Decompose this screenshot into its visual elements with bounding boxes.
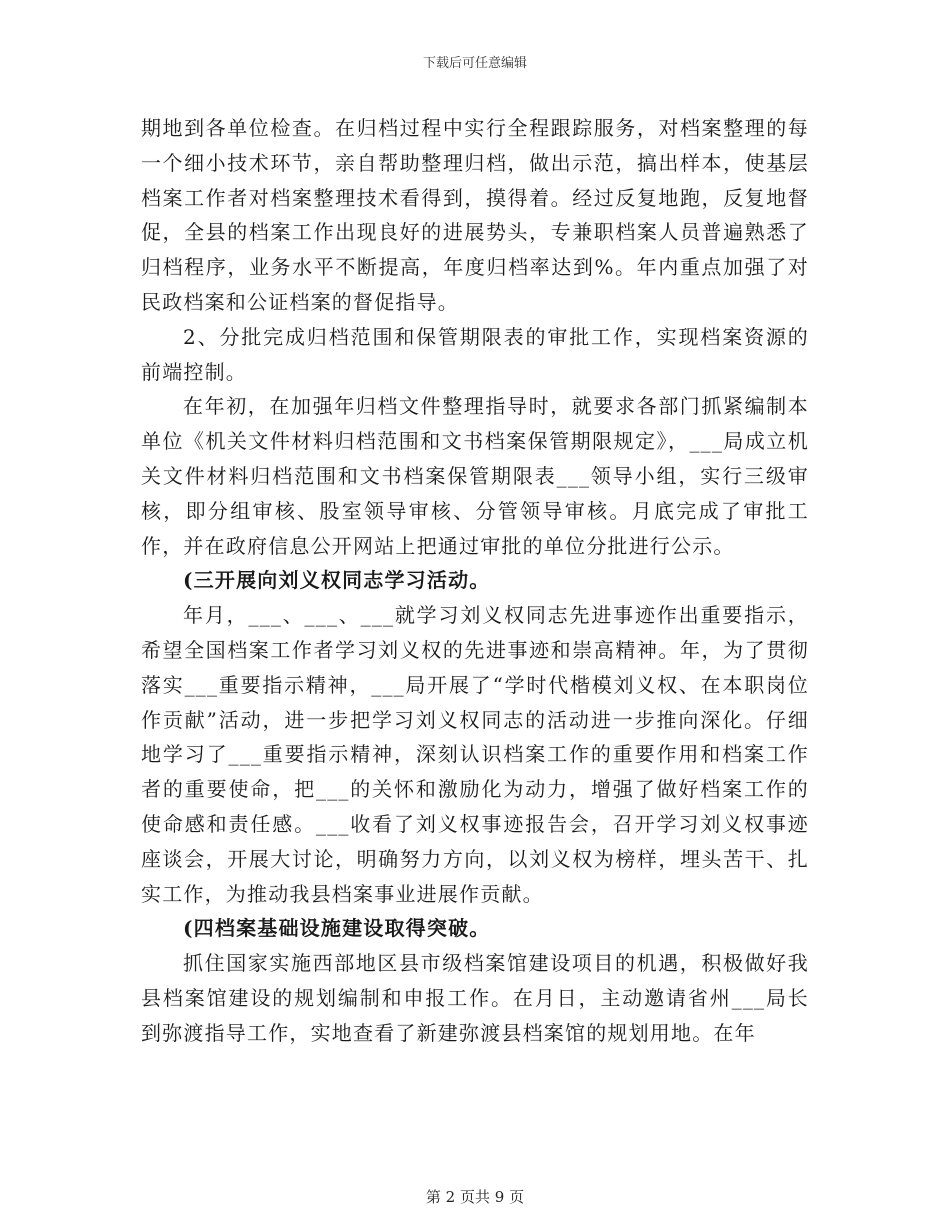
paragraph-item-2-heading: 2、分批完成归档范围和保管期限表的审批工作，实现档案资源的前端控制。: [141, 324, 809, 384]
page-footer: 第 2 页共 9 页: [425, 1188, 525, 1206]
document-body: [141, 111, 809, 1051]
paragraph-continuation: 期地到各单位检查。在归档过程中实行全程跟踪服务，对档案整理的每一个细小技术环节，亲自帮助整理归档，做出示范，搞出样本，使基层档案工作者对档案整理技术看得到，摸得着。经过反复地跑，反复地督促，全县的档案工作出现良好的进展势头，专兼职档案人员普遍熟悉了归档程序，业务水平不断提高，年度归档率达到%。年内重点加强了对民政档案和公证档案的督促指导。: [141, 116, 809, 314]
section-heading-4: (四档案基础设施建设取得突破。: [183, 916, 491, 941]
section-heading-3: (三开展向刘义权同志学习活动。: [183, 568, 491, 593]
paragraph-section-4-body: 抓住国家实施西部地区县市级档案馆建设项目的机遇，积极做好我县档案馆建设的规划编制和申报工作。在月日，主动邀请省州___局长到弥渡指导工作，实地查看了新建弥渡县档案馆的规划用地。在年: [141, 951, 809, 1045]
paragraph-section-3-body: 年月，___、___、___就学习刘义权同志先进事迹作出重要指示，希望全国档案工作者学习刘义权的先进事迹和崇高精神。年，为了贯彻落实___重要指示精神，___局开展了“学时代楷模刘义权、在本职岗位作贡献”活动，进一步把学习刘义权同志的活动进一步推向深化。仔细地学习了___重要指示精神，深刻认识档案工作的重要作用和档案工作者的重要使命，把___的关怀和激励化为动力，增强了做好档案工作的使命感和责任感。___收看了刘义权事迹报告会，召开学习刘义权事迹座谈会，开展大讨论，明确努力方向，以刘义权为榜样，埋头苦干、扎实工作，为推动我县档案事业进展作贡献。: [141, 603, 809, 906]
paragraph-item-2-body: 在年初，在加强年归档文件整理指导时，就要求各部门抓紧编制本单位《机关文件材料归档范围和文书档案保管期限规定》，___局成立机关文件材料归档范围和文书档案保管期限表___领导小组，实行三级审核，即分组审核、股室领导审核、分管领导审核。月底完成了审批工作，并在政府信息公开网站上把通过审批的单位分批进行公示。: [141, 394, 809, 558]
page-header: 下载后可任意编辑: [422, 56, 527, 71]
